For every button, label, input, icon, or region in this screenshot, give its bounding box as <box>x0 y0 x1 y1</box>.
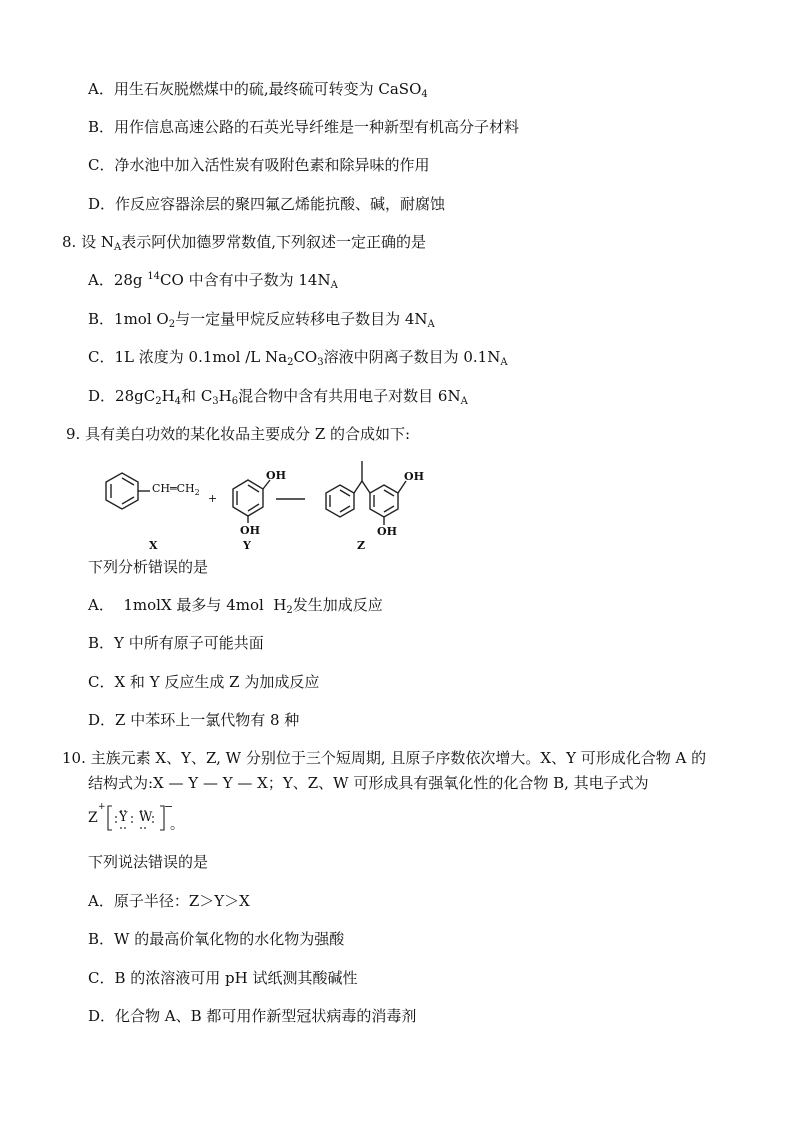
q9-option-b: B．Y 中所有原子可能共面 <box>88 634 264 652</box>
q10-prompt: 下列说法错误的是 <box>88 853 209 871</box>
formula-period: 。 <box>170 817 184 833</box>
y-hydroxyl-top: OH <box>266 469 286 482</box>
q7-option-c <box>88 155 430 175</box>
q7-option-b <box>88 117 519 137</box>
plus-sign: + <box>208 492 218 505</box>
q10-option-d: D．化合物 A、B 都可用作新型冠状病毒的消毒剂 <box>88 1007 417 1025</box>
question-number: 10. <box>62 749 86 767</box>
label-x: X <box>149 539 158 552</box>
z-hydroxyl-bottom: OH <box>377 525 397 538</box>
option-letter: B． <box>88 118 115 136</box>
option-text: 用生石灰脱燃煤中的硫,最终硫可转变为 CaSO <box>113 80 422 98</box>
cation-symbol: Z <box>88 810 98 826</box>
q8-option-b: B．1mol $O_2$与一定量甲烷反应转移电子数目为 $4N_A$ <box>88 310 435 330</box>
q8-option-a: A．28g $^{14}$CO 中含有中子数为 $14N_A$ <box>88 271 338 291</box>
option-letter: C． <box>88 156 115 174</box>
option-text: 作反应容器涂层的聚四氟乙烯能抗酸、碱，耐腐蚀 <box>115 195 446 213</box>
anion-charge: − <box>164 800 174 813</box>
q10-option-a: A．原子半径：Z＞Y＞X <box>88 892 250 910</box>
q9-prompt: 下列分析错误的是 <box>88 558 209 576</box>
x-vinyl-group: $CH═CH_2$ <box>152 482 200 497</box>
q10-stem-line-1: 10. 主族元素 X、Y、Z, W 分别位于三个短周期, 且原子序数依次增大。X、Y 可形成化合物 A 的 <box>62 749 707 767</box>
label-y: Y <box>243 539 251 552</box>
q10-stem-line-2: 结构式为:X — Y — Y — X；Y、Z、W 可形成具有强氧化性的化合物 B, 其电子式为 <box>88 774 649 792</box>
question-number: 9. <box>66 425 81 443</box>
question-number: 8. <box>62 233 77 251</box>
q7-option-a: A．用生石灰脱燃煤中的硫,最终硫可转变为 CaSO$_4$ <box>88 80 428 100</box>
q8-option-c: C．1L 浓度为 0.1mol /L $Na_2CO_3$溶液中阴离子数目为 $0.1N_A$ <box>88 348 508 368</box>
q9-option-a: A． 1molX 最多与 4mol $H_2$发生加成反应 <box>88 596 383 616</box>
z-hydroxyl-top: OH <box>404 470 424 483</box>
option-text: 净水池中加入活性炭有吸附色素和除异味的作用 <box>114 156 430 174</box>
y-hydroxyl-bottom: OH <box>240 524 260 537</box>
option-letter: D． <box>88 195 116 213</box>
anion-w-symbol: W <box>139 810 153 825</box>
label-z: Z <box>357 539 366 552</box>
q7-option-d <box>88 194 445 214</box>
q9-option-c: C．X 和 Y 反应生成 Z 为加成反应 <box>88 673 320 691</box>
reaction-scheme <box>100 455 434 557</box>
option-text: 用作信息高速公路的石英光导纤维是一种新型有机高分子材料 <box>114 118 520 136</box>
option-letter: A． <box>88 80 114 98</box>
q8-option-d: D．$28gC_2H_4$和 $C_3H_6$混合物中含有共用电子对数目 $6N_A$ <box>88 387 468 407</box>
cation-charge: + <box>98 802 106 812</box>
q10-option-c: C．B 的浓溶液可用 pH 试纸测其酸碱性 <box>88 969 358 987</box>
q9-stem: 9. 具有美白功效的某化妆品主要成分 Z 的合成如下: <box>66 425 411 443</box>
q9-option-d: D．Z 中苯环上一氯代物有 8 种 <box>88 711 300 729</box>
q8-stem: 8. 设 $N_A$表示阿伏加德罗常数值,下列叙述一定正确的是 <box>62 233 427 253</box>
q10-option-b: B．W 的最高价氧化物的水化物为强酸 <box>88 930 345 948</box>
electron-formula <box>88 800 198 834</box>
anion-y-symbol: Y <box>119 810 128 825</box>
